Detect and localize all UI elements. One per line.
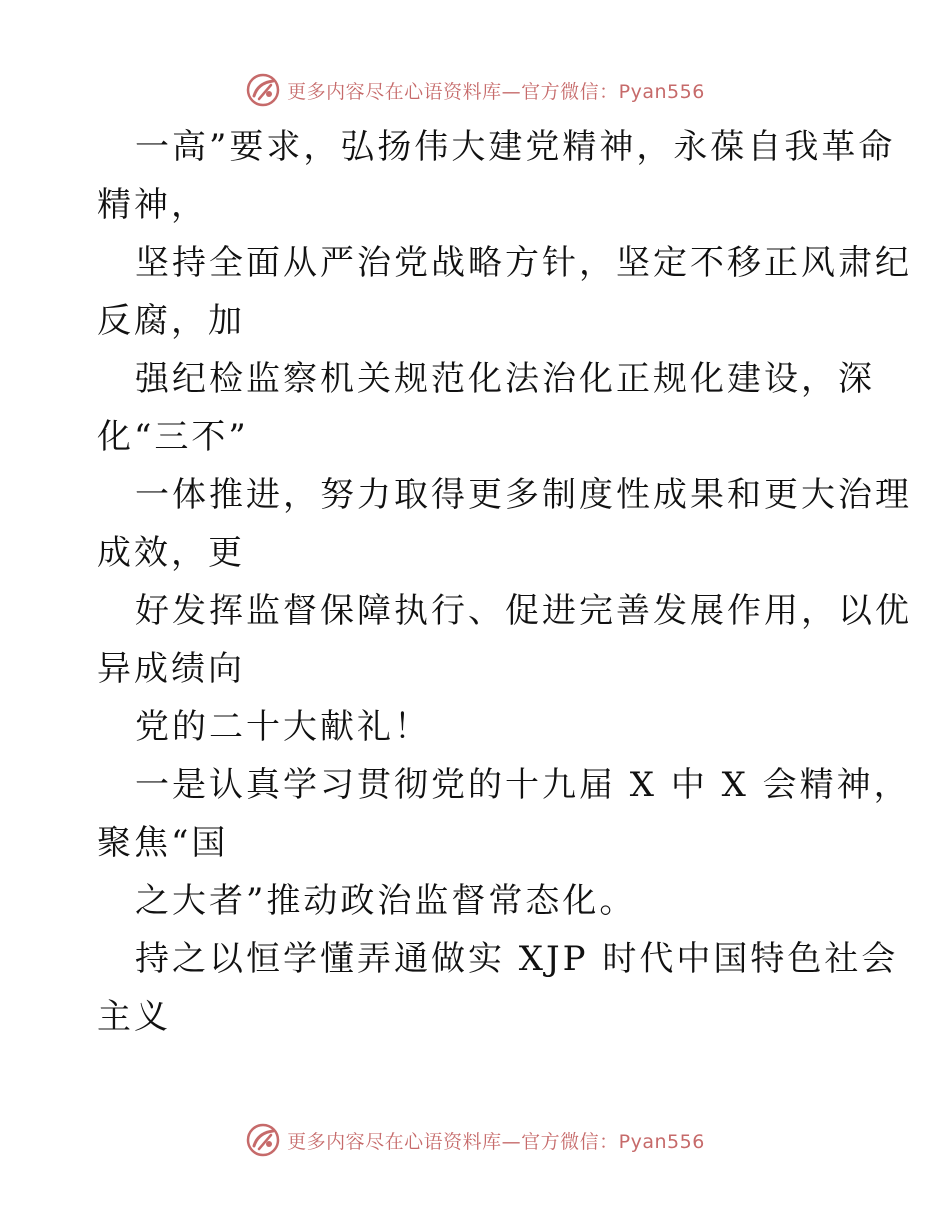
footer-watermark bbox=[0, 1120, 950, 1160]
header-watermark bbox=[0, 70, 950, 110]
text-line: 精神， bbox=[97, 185, 208, 225]
text-line: 坚持全面从严治党战略方针，坚定不移正风肃纪 bbox=[135, 243, 912, 283]
watermark-text: 更多内容尽在心语资料库—官方微信：Pyan556 bbox=[287, 80, 705, 103]
document-body bbox=[97, 118, 912, 1046]
text-line: 好发挥监督保障执行、促进完善发展作用，以优 bbox=[135, 591, 912, 631]
text-line: 反腐，加 bbox=[97, 301, 245, 341]
watermark-text: 更多内容尽在心语资料库—官方微信：Pyan556 bbox=[287, 1130, 705, 1153]
text-line: 聚焦“国 bbox=[97, 823, 229, 863]
text-line: 一是认真学习贯彻党的十九届 X 中 X 会精神， bbox=[135, 765, 911, 805]
text-line: 党的二十大献礼！ bbox=[135, 707, 431, 747]
text-line: 异成绩向 bbox=[97, 649, 245, 689]
text-line: 持之以恒学懂弄通做实 XJP 时代中国特色社会 bbox=[135, 939, 899, 979]
text-line: 一高”要求，弘扬伟大建党精神，永葆自我革命 bbox=[135, 127, 896, 167]
text-line: 化“三不” bbox=[97, 417, 249, 457]
text-line: 成效，更 bbox=[97, 533, 245, 573]
seal-logo-icon bbox=[245, 1122, 281, 1158]
text-line: 强纪检监察机关规范化法治化正规化建设，深 bbox=[135, 359, 875, 399]
seal-logo-icon bbox=[245, 72, 281, 108]
footer-watermark-inner bbox=[245, 1122, 705, 1158]
header-watermark-inner bbox=[245, 72, 705, 108]
text-line: 主义 bbox=[97, 997, 171, 1037]
text-line: 之大者”推动政治监督常态化。 bbox=[135, 881, 637, 921]
text-line: 一体推进，努力取得更多制度性成果和更大治理 bbox=[135, 475, 912, 515]
